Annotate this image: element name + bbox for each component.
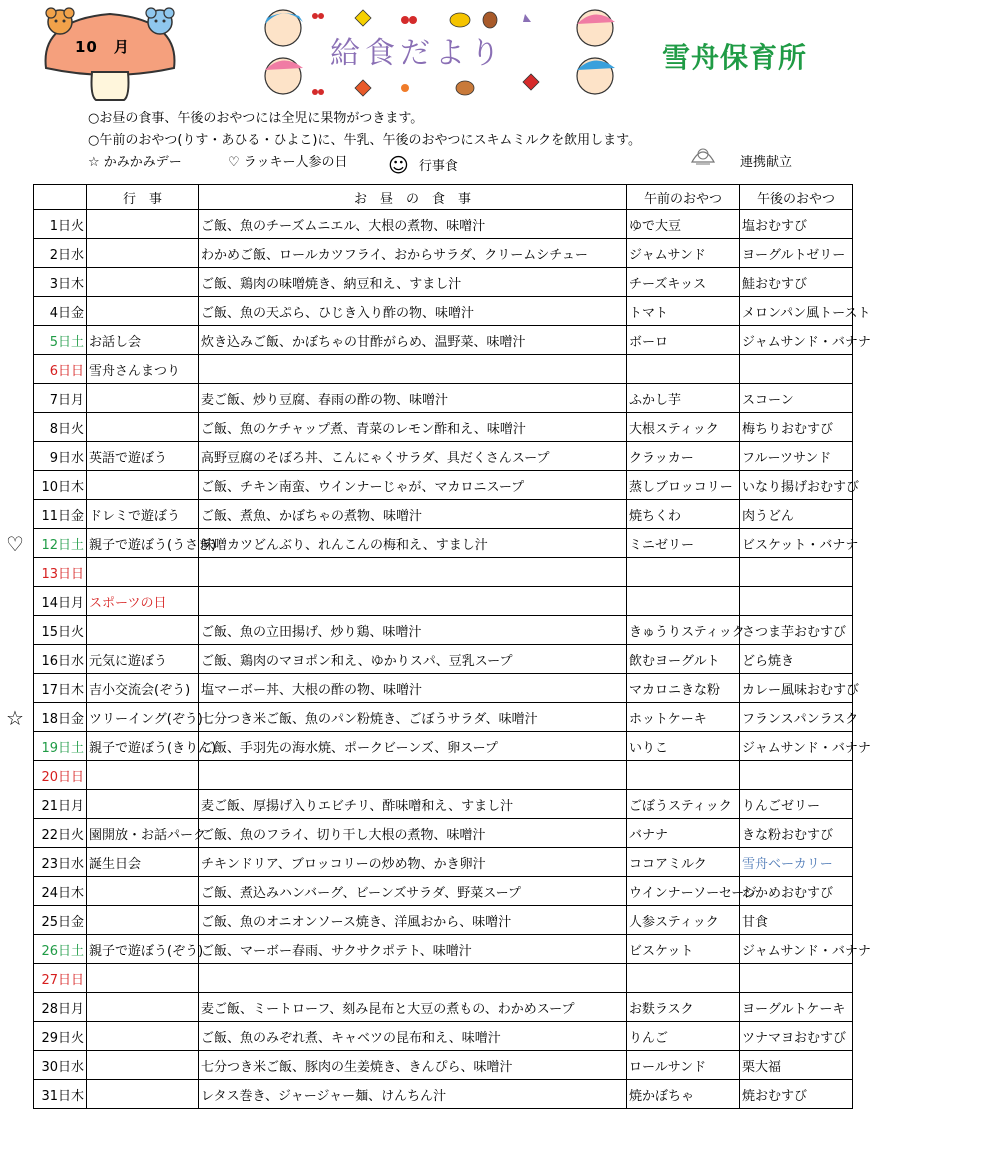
header-lunch: お 昼 の 食 事 <box>199 185 627 210</box>
nursery-name: 雪舟保育所 <box>662 41 808 74</box>
cell-pm: ジャムサンド・バナナ <box>740 326 853 355</box>
header-day <box>34 185 87 210</box>
cell-lunch: ご飯、魚のチーズムニエル、大根の煮物、味噌汁 <box>199 210 627 239</box>
cell-lunch: わかめご飯、ロールカツフライ、おからサラダ、クリームシチュー <box>199 239 627 268</box>
cell-am: いりこ <box>627 732 740 761</box>
cell-am: マカロニきな粉 <box>627 674 740 703</box>
cell-am: お麩ラスク <box>627 993 740 1022</box>
table-row <box>34 848 853 877</box>
table-row <box>34 268 853 297</box>
cell-lunch: ご飯、マーボー春雨、サクサクポテト、味噌汁 <box>199 935 627 964</box>
cell-day: 24日木 <box>34 877 87 906</box>
cell-lunch: ご飯、手羽先の海水焼、ポークビーンズ、卵スープ <box>199 732 627 761</box>
cell-day: 20日日 <box>34 761 87 790</box>
table-row <box>34 1022 853 1051</box>
cell-pm: ジャムサンド・バナナ <box>740 935 853 964</box>
header-am-snack: 午前のおやつ <box>627 185 740 210</box>
cell-day: 15日火 <box>34 616 87 645</box>
cell-lunch: ご飯、魚の天ぷら、ひじき入り酢の物、味噌汁 <box>199 297 627 326</box>
cell-lunch: 高野豆腐のそぼろ丼、こんにゃくサラダ、具だくさんスープ <box>199 442 627 471</box>
cell-am: 焼かぼちゃ <box>627 1080 740 1109</box>
cell-event: スポーツの日 <box>87 587 199 616</box>
cell-am: ごぼうスティック <box>627 790 740 819</box>
cell-pm: 鮭おむすび <box>740 268 853 297</box>
cell-am <box>627 761 740 790</box>
cell-event <box>87 239 199 268</box>
cell-am: ビスケット <box>627 935 740 964</box>
cell-am: バナナ <box>627 819 740 848</box>
cell-am: りんご <box>627 1022 740 1051</box>
cell-event <box>87 297 199 326</box>
cell-am: 人参スティック <box>627 906 740 935</box>
cell-pm: 雪舟ベーカリー <box>740 848 853 877</box>
legend-kamikami: ☆ かみかみデー <box>88 155 182 170</box>
legend-collab: 連携献立 <box>740 155 793 170</box>
cell-day: 29日火 <box>34 1022 87 1051</box>
cell-event <box>87 616 199 645</box>
cell-lunch <box>199 558 627 587</box>
table-row <box>34 442 853 471</box>
smile-icon: ☺ <box>388 153 409 177</box>
legend-event-meal <box>388 151 458 175</box>
cell-day: 9日水 <box>34 442 87 471</box>
cell-event: 親子で遊ぼう(うさぎ) <box>87 529 199 558</box>
cell-day: 12日土 <box>34 529 87 558</box>
cell-am: 蒸しブロッコリー <box>627 471 740 500</box>
legend-event-meal-label: 行事食 <box>418 159 458 174</box>
cell-am: ジャムサンド <box>627 239 740 268</box>
cell-event <box>87 210 199 239</box>
cell-lunch: ご飯、魚のオニオンソース焼き、洋風おから、味噌汁 <box>199 906 627 935</box>
cell-day: 30日水 <box>34 1051 87 1080</box>
page-title: 給食だより <box>330 36 505 71</box>
cell-lunch <box>199 761 627 790</box>
cell-event <box>87 384 199 413</box>
cell-lunch: レタス巻き、ジャージャー麺、けんちん汁 <box>199 1080 627 1109</box>
legend-lucky-carrot: ♡ ラッキー人参の日 <box>228 155 348 170</box>
star-icon: ☆ <box>6 706 24 730</box>
cell-pm: スコーン <box>740 384 853 413</box>
cell-pm: さつま芋おむすび <box>740 616 853 645</box>
cell-day: 10日木 <box>34 471 87 500</box>
cell-event: 園開放・お話パーク <box>87 819 199 848</box>
cell-pm <box>740 964 853 993</box>
table-row <box>34 413 853 442</box>
cell-am: 飲むヨーグルト <box>627 645 740 674</box>
cell-lunch: ご飯、魚の立田揚げ、炒り鶏、味噌汁 <box>199 616 627 645</box>
month-label: 10 月 <box>75 38 130 56</box>
cell-day: 7日月 <box>34 384 87 413</box>
table-row <box>34 790 853 819</box>
table-row <box>34 558 853 587</box>
cell-pm: 梅ちりおむすび <box>740 413 853 442</box>
cell-pm <box>740 761 853 790</box>
table-row <box>34 616 853 645</box>
note-milk: ○午前のおやつ(りす・あひる・ひよこ)に、牛乳、午後のおやつにスキムミルクを飲用します。 <box>88 133 642 148</box>
heart-icon: ♡ <box>6 532 24 556</box>
cell-day: 31日木 <box>34 1080 87 1109</box>
cell-lunch: ご飯、魚のみぞれ煮、キャベツの昆布和え、味噌汁 <box>199 1022 627 1051</box>
cell-pm: ヨーグルトケーキ <box>740 993 853 1022</box>
cell-am: クラッカー <box>627 442 740 471</box>
cell-event: お話し会 <box>87 326 199 355</box>
header-pm-snack: 午後のおやつ <box>740 185 853 210</box>
cell-am: 大根スティック <box>627 413 740 442</box>
cell-lunch <box>199 587 627 616</box>
cell-am: ココアミルク <box>627 848 740 877</box>
cell-am: ロールサンド <box>627 1051 740 1080</box>
cell-am: ウインナーソーセージ <box>627 877 740 906</box>
table-row <box>34 471 853 500</box>
cell-lunch: ご飯、魚のフライ、切り干し大根の煮物、味噌汁 <box>199 819 627 848</box>
cell-day: 22日火 <box>34 819 87 848</box>
table-row <box>34 993 853 1022</box>
cell-pm: いなり揚げおむすび <box>740 471 853 500</box>
cell-pm <box>740 558 853 587</box>
cell-pm: 塩おむすび <box>740 210 853 239</box>
cell-am <box>627 964 740 993</box>
cell-event: 誕生日会 <box>87 848 199 877</box>
cell-am <box>627 355 740 384</box>
cell-day: 18日金 <box>34 703 87 732</box>
note-fruit: ○お昼の食事、午後のおやつには全児に果物がつきます。 <box>88 111 424 126</box>
cell-event: 吉小交流会(ぞう) <box>87 674 199 703</box>
table-row <box>34 529 853 558</box>
cell-event <box>87 1051 199 1080</box>
cell-pm: 甘食 <box>740 906 853 935</box>
cell-day: 16日水 <box>34 645 87 674</box>
cell-am <box>627 587 740 616</box>
cell-lunch: ご飯、鶏肉の味噌焼き、納豆和え、すまし汁 <box>199 268 627 297</box>
cell-day: 5日土 <box>34 326 87 355</box>
table-row <box>34 732 853 761</box>
cell-pm: ビスケット・バナナ <box>740 529 853 558</box>
cell-event <box>87 993 199 1022</box>
table-row <box>34 877 853 906</box>
table-row <box>34 587 853 616</box>
menu-table <box>33 184 871 1109</box>
cell-pm <box>740 587 853 616</box>
cell-am: トマト <box>627 297 740 326</box>
cell-event: 親子で遊ぼう(きりん) <box>87 732 199 761</box>
cell-day: 23日水 <box>34 848 87 877</box>
cell-day: 2日水 <box>34 239 87 268</box>
table-row <box>34 1051 853 1080</box>
cell-lunch: 味噌カツどんぶり、れんこんの梅和え、すまし汁 <box>199 529 627 558</box>
table-row <box>34 239 853 268</box>
cell-lunch <box>199 964 627 993</box>
cell-day: 8日火 <box>34 413 87 442</box>
cell-event <box>87 964 199 993</box>
cell-lunch <box>199 355 627 384</box>
table-row <box>34 355 853 384</box>
cell-event <box>87 268 199 297</box>
cell-day: 27日日 <box>34 964 87 993</box>
cell-am: きゅうりスティック <box>627 616 740 645</box>
cell-day: 19日土 <box>34 732 87 761</box>
table-row <box>34 500 853 529</box>
cell-lunch: ご飯、チキン南蛮、ウインナーじゃが、マカロニスープ <box>199 471 627 500</box>
cell-event: 英語で遊ぼう <box>87 442 199 471</box>
cell-day: 26日土 <box>34 935 87 964</box>
cell-event <box>87 761 199 790</box>
table-row <box>34 297 853 326</box>
cell-day: 11日金 <box>34 500 87 529</box>
cell-lunch: ご飯、煮込みハンバーグ、ビーンズサラダ、野菜スープ <box>199 877 627 906</box>
table-row <box>34 761 853 790</box>
cell-lunch: 塩マーボー丼、大根の酢の物、味噌汁 <box>199 674 627 703</box>
cell-event <box>87 790 199 819</box>
table-row <box>34 674 853 703</box>
table-row <box>34 703 853 732</box>
cell-event <box>87 413 199 442</box>
table-row <box>34 906 853 935</box>
cell-lunch: ご飯、煮魚、かぼちゃの煮物、味噌汁 <box>199 500 627 529</box>
cell-am: ホットケーキ <box>627 703 740 732</box>
cell-event <box>87 471 199 500</box>
cell-pm: きな粉おむすび <box>740 819 853 848</box>
cell-am <box>627 558 740 587</box>
cell-day: 6日日 <box>34 355 87 384</box>
cell-day: 4日金 <box>34 297 87 326</box>
cell-pm: ツナマヨおむすび <box>740 1022 853 1051</box>
cell-event <box>87 1080 199 1109</box>
cell-event <box>87 877 199 906</box>
table-row <box>34 645 853 674</box>
cell-day: 21日月 <box>34 790 87 819</box>
cell-am: 焼ちくわ <box>627 500 740 529</box>
collab-crest-icon <box>688 140 718 168</box>
table-row <box>34 210 853 239</box>
cell-lunch: 麦ご飯、ミートローフ、刻み昆布と大豆の煮もの、わかめスープ <box>199 993 627 1022</box>
table-row <box>34 964 853 993</box>
cell-event: 元気に遊ぼう <box>87 645 199 674</box>
cell-pm: メロンパン風トースト <box>740 297 853 326</box>
cell-lunch: チキンドリア、ブロッコリーの炒め物、かき卵汁 <box>199 848 627 877</box>
cell-pm: 肉うどん <box>740 500 853 529</box>
cell-pm: 焼おむすび <box>740 1080 853 1109</box>
cell-am: ゆで大豆 <box>627 210 740 239</box>
cell-event <box>87 558 199 587</box>
cell-event: ドレミで遊ぼう <box>87 500 199 529</box>
cell-day: 28日月 <box>34 993 87 1022</box>
cell-event: ツリーイング(ぞう) <box>87 703 199 732</box>
cell-lunch: ご飯、魚のケチャップ煮、青菜のレモン酢和え、味噌汁 <box>199 413 627 442</box>
cell-day: 3日木 <box>34 268 87 297</box>
cell-pm: ジャムサンド・バナナ <box>740 732 853 761</box>
cell-lunch: 麦ご飯、厚揚げ入りエビチリ、酢味噌和え、すまし汁 <box>199 790 627 819</box>
cell-day: 14日月 <box>34 587 87 616</box>
table-row <box>34 1080 853 1109</box>
cell-day: 13日日 <box>34 558 87 587</box>
cell-am: ミニゼリー <box>627 529 740 558</box>
cell-lunch: 麦ご飯、炒り豆腐、春雨の酢の物、味噌汁 <box>199 384 627 413</box>
cell-pm: ヨーグルトゼリー <box>740 239 853 268</box>
cell-event: 親子で遊ぼう(ぞう) <box>87 935 199 964</box>
cell-event <box>87 906 199 935</box>
menu-body <box>34 210 871 1109</box>
cell-pm: フランスパンラスク <box>740 703 853 732</box>
cell-pm: 栗大福 <box>740 1051 853 1080</box>
cell-pm: りんごゼリー <box>740 790 853 819</box>
cell-pm: わかめおむすび <box>740 877 853 906</box>
cell-pm <box>740 355 853 384</box>
cell-am: チーズキッス <box>627 268 740 297</box>
cell-pm: カレー風味おむすび <box>740 674 853 703</box>
cell-lunch: 七分つき米ご飯、豚肉の生姜焼き、きんぴら、味噌汁 <box>199 1051 627 1080</box>
cell-event <box>87 1022 199 1051</box>
table-row <box>34 384 853 413</box>
cell-lunch: 七分つき米ご飯、魚のパン粉焼き、ごぼうサラダ、味噌汁 <box>199 703 627 732</box>
table-row <box>34 935 853 964</box>
cell-pm: フルーツサンド <box>740 442 853 471</box>
cell-lunch: ご飯、鶏肉のマヨポン和え、ゆかりスパ、豆乳スープ <box>199 645 627 674</box>
cell-event: 雪舟さんまつり <box>87 355 199 384</box>
table-header-row <box>34 185 853 210</box>
cell-day: 17日木 <box>34 674 87 703</box>
table-row <box>34 819 853 848</box>
cell-am: ふかし芋 <box>627 384 740 413</box>
cell-day: 25日金 <box>34 906 87 935</box>
cell-pm: どら焼き <box>740 645 853 674</box>
cell-lunch: 炊き込みご飯、かぼちゃの甘酢がらめ、温野菜、味噌汁 <box>199 326 627 355</box>
cell-day: 1日火 <box>34 210 87 239</box>
cell-am: ボーロ <box>627 326 740 355</box>
table-row <box>34 326 853 355</box>
header-event: 行 事 <box>87 185 199 210</box>
